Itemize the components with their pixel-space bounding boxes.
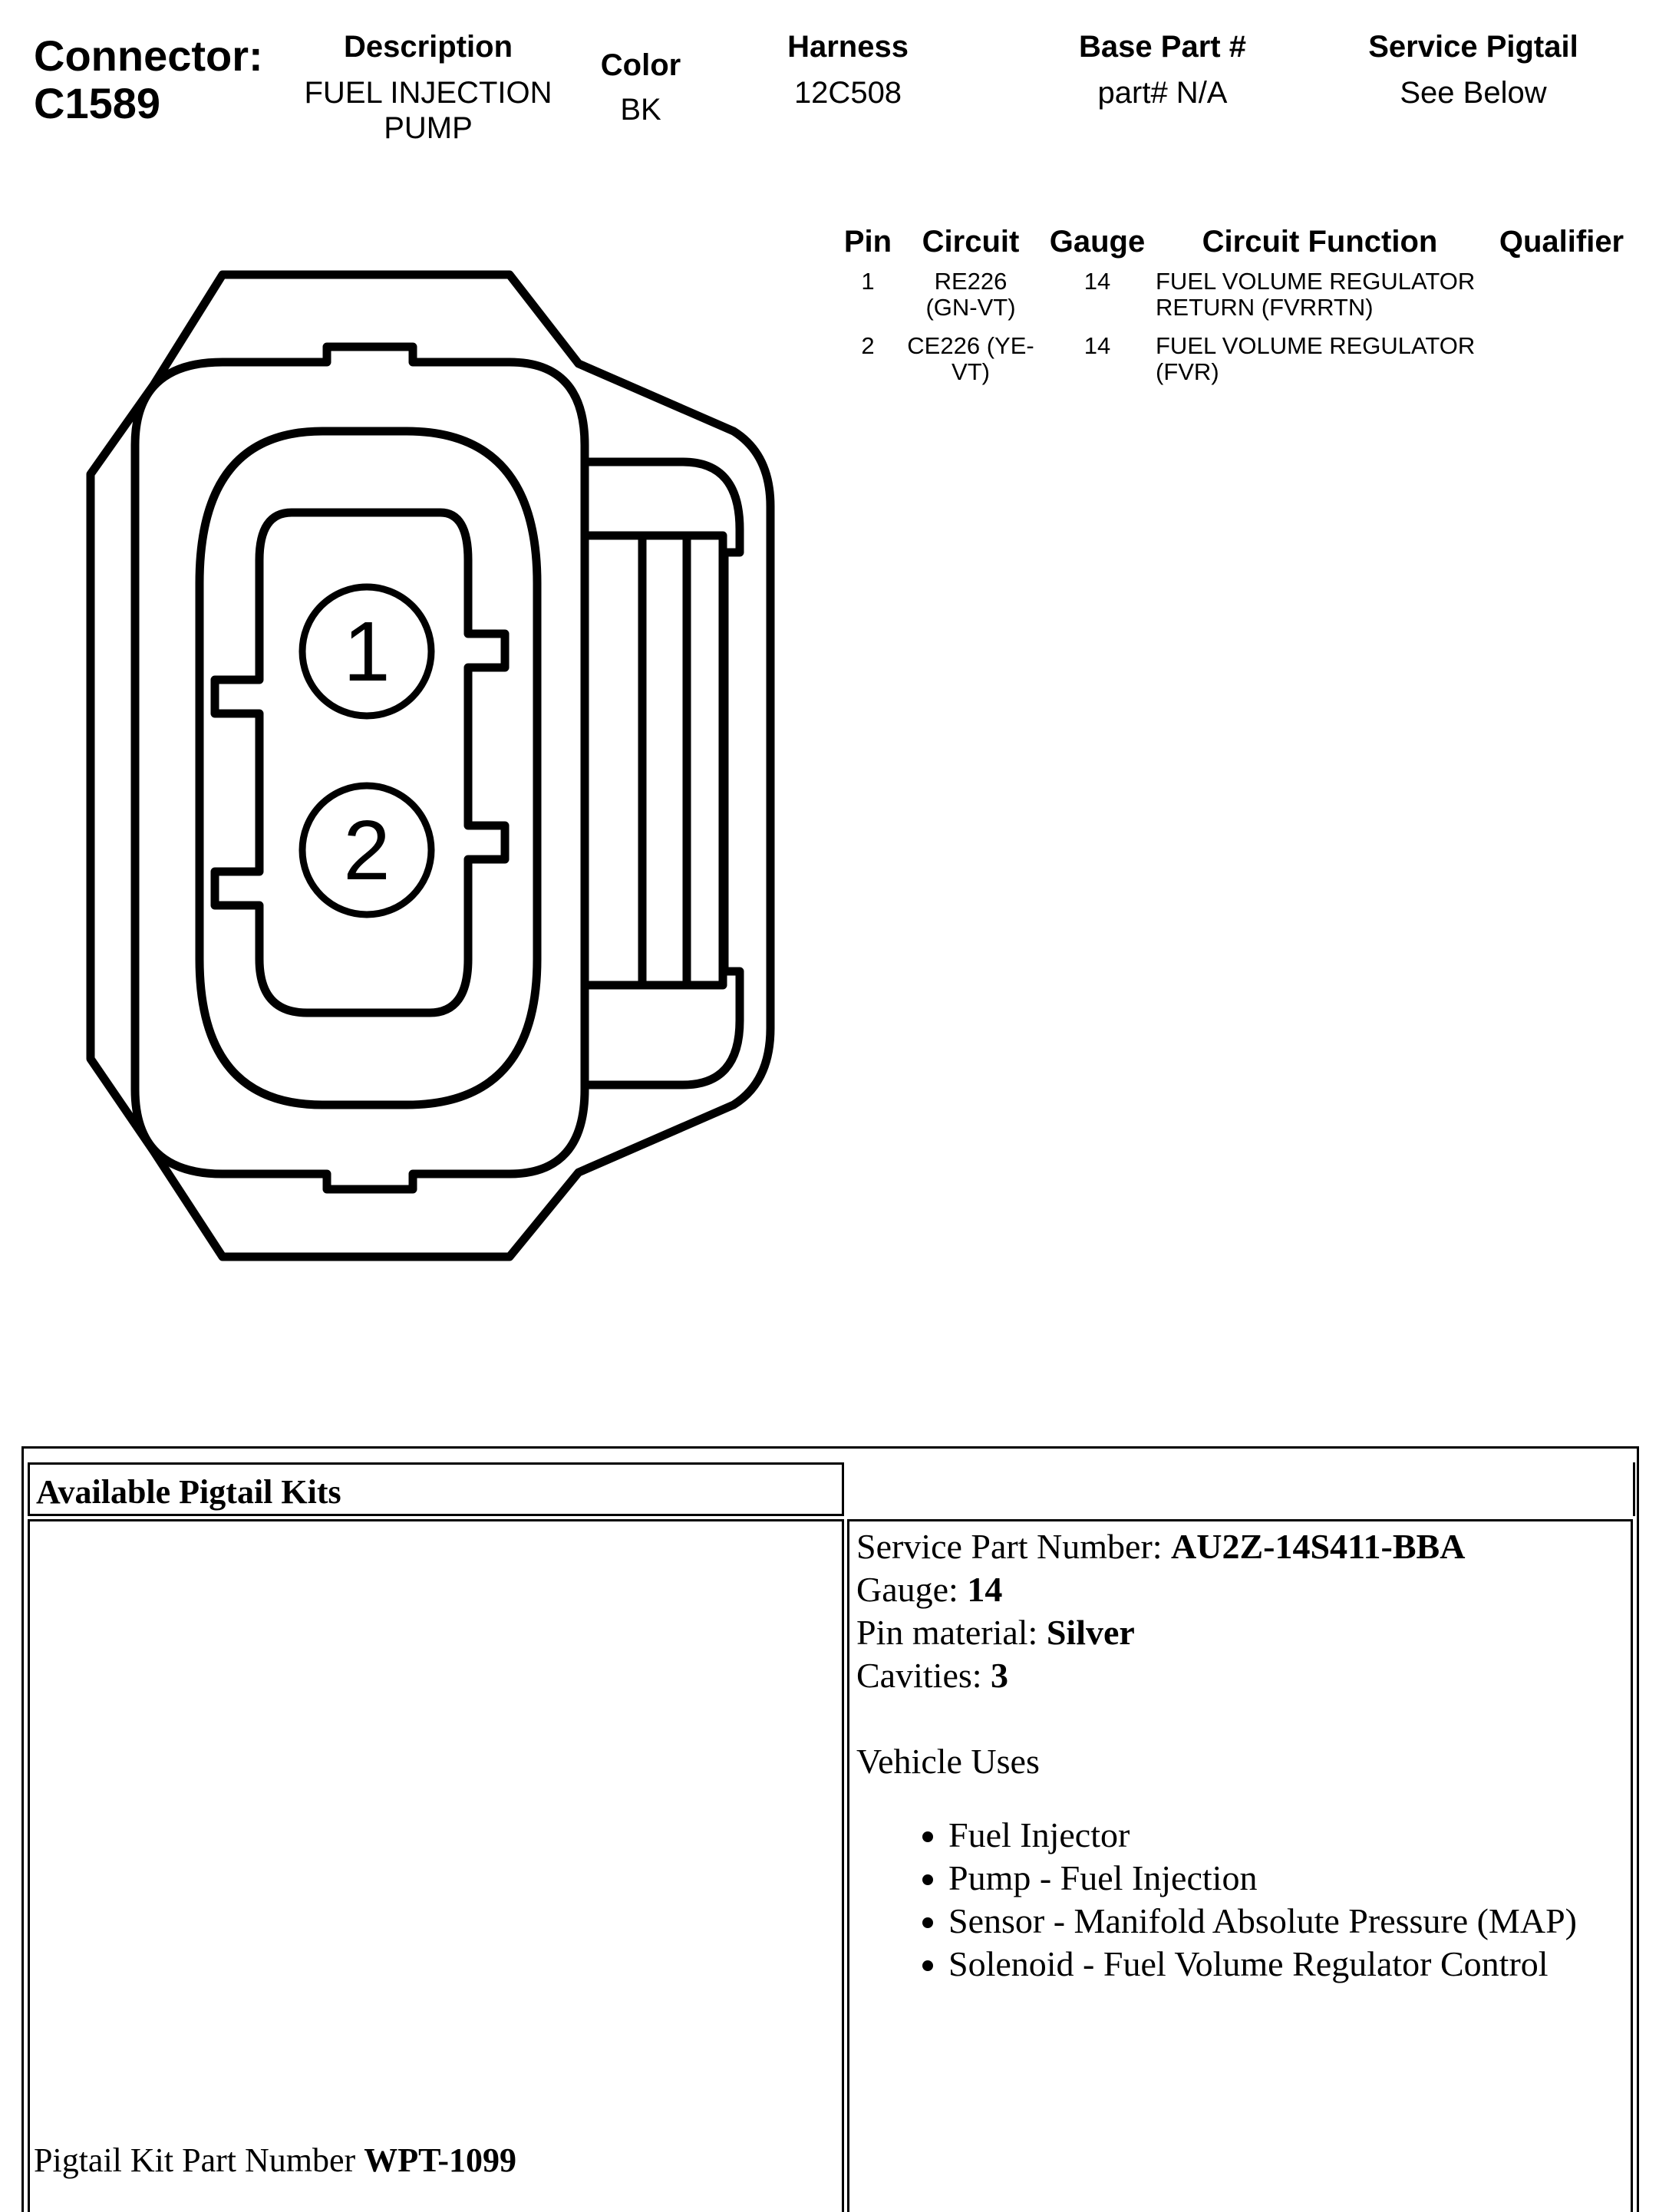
harness-column	[737, 29, 959, 110]
pigtail-image-cell	[28, 1519, 844, 2212]
circuit-line2: VT)	[952, 358, 990, 385]
pin-cavity-wall	[200, 431, 537, 1105]
pin-1-label: 1	[343, 605, 391, 699]
description-column	[282, 29, 574, 146]
base-part-label: Base Part #	[1079, 30, 1246, 64]
circuit-header: Circuit	[922, 225, 1020, 259]
base-part-column	[1044, 29, 1281, 110]
description-value-line2: PUMP	[384, 111, 473, 145]
pin-cell: 2	[861, 332, 875, 359]
list-item: • Solenoid - Fuel Volume Regulator Control	[948, 1943, 1624, 1986]
circuit-line1: RE226	[934, 268, 1008, 295]
service-pigtail-label: Service Pigtail	[1368, 30, 1578, 64]
cavities-label: Cavities:	[856, 1656, 991, 1695]
pin-2-label: 2	[343, 803, 391, 898]
circuit-function-header: Circuit Function	[1202, 225, 1438, 259]
connector-label: Connector:	[34, 31, 263, 80]
pin-material-label: Pin material:	[856, 1613, 1047, 1652]
function-line1: FUEL VOLUME REGULATOR	[1156, 332, 1476, 359]
service-part-line	[856, 1525, 1624, 1568]
color-label: Color	[600, 48, 681, 82]
function-cell	[1156, 269, 1524, 321]
connector-title	[34, 32, 263, 127]
cavities-value: 3	[991, 1656, 1009, 1695]
latch	[585, 462, 740, 1085]
function-line2: (FVR)	[1156, 358, 1219, 385]
color-value: BK	[620, 93, 661, 127]
description-label: Description	[343, 30, 513, 64]
circuit-cell	[905, 333, 1036, 385]
cavities-line	[856, 1654, 1624, 1697]
function-line2: RETURN (FVRRTN)	[1156, 294, 1374, 321]
kit-part-label: Pigtail Kit Part Number	[34, 2141, 364, 2179]
harness-label: Harness	[787, 30, 909, 64]
list-item: • Fuel Injector	[948, 1814, 1624, 1857]
connector-id: C1589	[34, 79, 161, 127]
vehicle-uses-list	[856, 1814, 1624, 1986]
pin-cell: 1	[861, 268, 875, 295]
kit-part-value: WPT-1099	[364, 2141, 517, 2179]
pin-header: Pin	[843, 225, 892, 259]
circuit-line2: (GN-VT)	[925, 294, 1016, 321]
pin-material-line	[856, 1611, 1624, 1654]
pigtail-title: Available Pigtail Kits	[28, 1462, 844, 1516]
color-column	[568, 48, 714, 127]
latch-body	[585, 536, 723, 985]
circuit-cell	[905, 269, 1036, 321]
service-pigtail-value: See Below	[1400, 76, 1547, 110]
circuit-line1: CE226 (YE-	[907, 332, 1034, 359]
pigtail-details	[856, 1525, 1624, 1986]
service-part-value: AU2Z-14S411-BBA	[1171, 1527, 1466, 1566]
list-item: • Pump - Fuel Injection	[948, 1857, 1624, 1900]
function-line1: FUEL VOLUME REGULATOR	[1156, 268, 1476, 295]
base-part-value: part# N/A	[1097, 76, 1228, 110]
gauge-cell: 14	[1083, 268, 1111, 295]
vehicle-uses-label: Vehicle Uses	[856, 1742, 1040, 1781]
service-pigtail-column	[1343, 29, 1604, 110]
gauge-header: Gauge	[1049, 225, 1146, 259]
gauge-line	[856, 1568, 1624, 1611]
pin-material-value: Silver	[1046, 1613, 1135, 1652]
connector-face-diagram	[69, 253, 790, 1266]
gauge-cell: 14	[1083, 332, 1111, 359]
description-value-line1: FUEL INJECTION	[304, 76, 552, 110]
harness-value: 12C508	[793, 76, 902, 110]
list-item: • Sensor - Manifold Absolute Pressure (MAP)	[948, 1900, 1624, 1943]
qualifier-header: Qualifier	[1499, 225, 1624, 259]
outer-housing	[91, 275, 770, 1257]
gauge-value: 14	[967, 1570, 1003, 1609]
function-cell	[1156, 333, 1524, 385]
service-part-label: Service Part Number:	[856, 1527, 1172, 1566]
gauge-label: Gauge:	[856, 1570, 968, 1609]
pigtail-kit-part-number	[34, 2141, 516, 2180]
pigtail-header-spacer	[847, 1462, 1635, 1516]
